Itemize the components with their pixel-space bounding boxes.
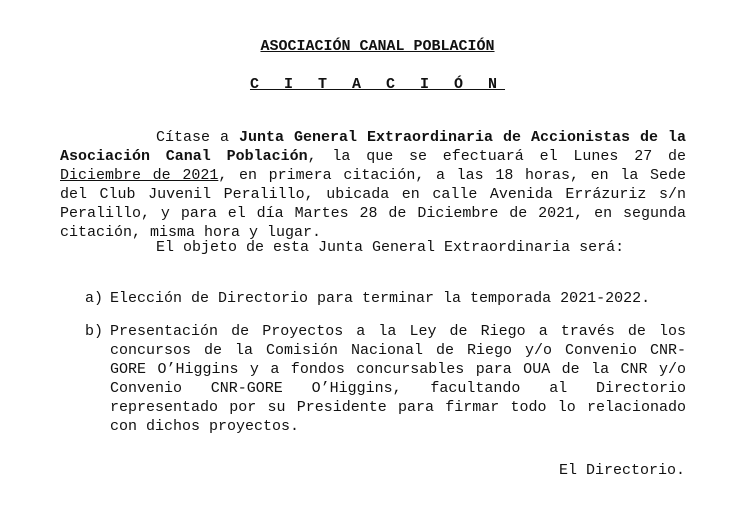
intro-text-3: , en primera citación, a las 18 horas, en la Sede del Club Juvenil Peralillo, ubicada en calle Avenida Errázuriz s/n Peralillo, y para el día Martes 28 de Diciembre de 2021, en segunda citación, misma hora y lugar. xyxy=(60,167,686,241)
agenda-item-text: Elección de Directorio para terminar la temporada 2021-2022. xyxy=(110,290,651,307)
intro-bold-meeting: Junta General Extraordinaria de Accionistas de la Asociación Canal Población xyxy=(60,129,687,165)
agenda-item-b xyxy=(85,322,686,436)
intro-text-1: Cítase a xyxy=(156,129,239,146)
citation-title: C I T A C I Ó N xyxy=(249,76,506,93)
agenda-item-marker: b) xyxy=(85,323,104,340)
agenda-item-text: Presentación de Proyectos a la Ley de Riego a través de los concursos de la Comisión Nacional de Riego y/o Convenio CNR-GORE O’Higgins y a fondos concursables para OUA de la CNR y/o Convenio CNR-GORE O’Higgins, facultando al Directorio representado por su Presidente para firmar todo lo relacionado con dichos proyectos. xyxy=(110,323,686,435)
objective-paragraph: El objeto de esta Junta General Extraordinaria será: xyxy=(156,239,625,256)
intro-paragraph xyxy=(60,128,686,242)
agenda-item-a xyxy=(85,289,686,308)
organization-heading: ASOCIACIÓN CANAL POBLACIÓN xyxy=(260,38,495,55)
intro-text-2: , la que se efectuará el Lunes 27 de xyxy=(307,148,686,165)
agenda-item-marker: a) xyxy=(85,290,104,307)
signature: El Directorio. xyxy=(558,462,685,479)
intro-underlined-date: Diciembre de 2021 xyxy=(60,167,219,184)
